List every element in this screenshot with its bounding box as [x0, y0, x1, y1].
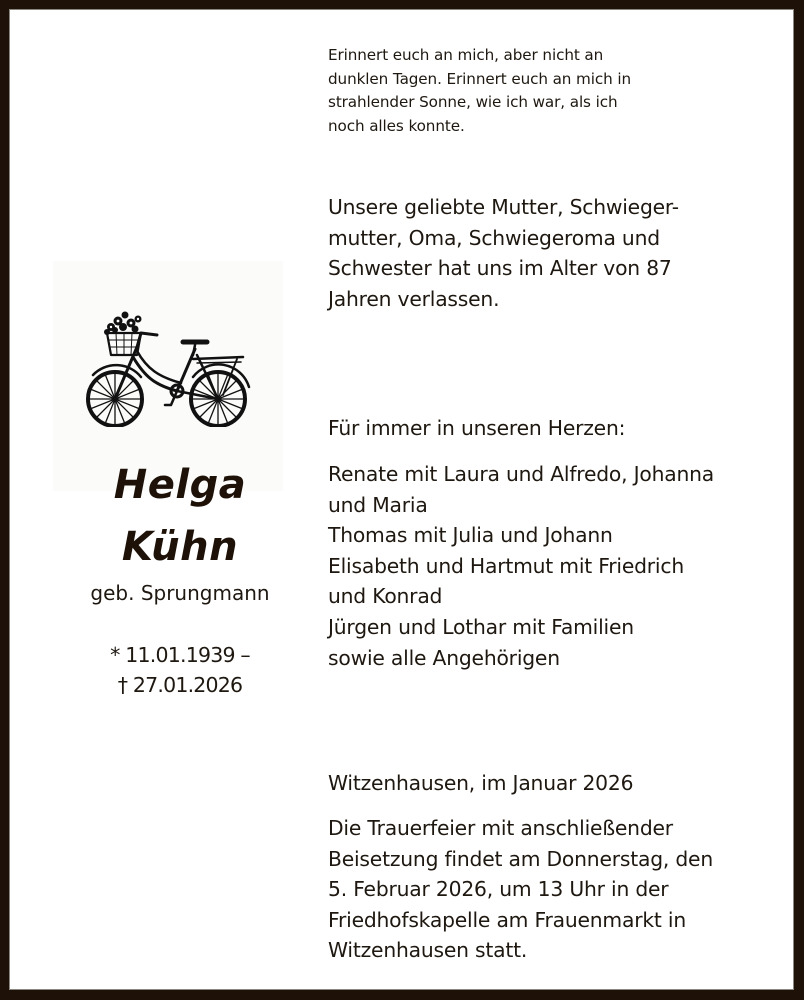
- obituary-page: [9, 9, 794, 990]
- deceased-first-name: Helga: [113, 462, 247, 508]
- intro-text: [328, 192, 768, 314]
- intro-line: mutter, Oma, Schwiegeroma und: [328, 225, 660, 250]
- service-line: Die Trauerfeier mit anschließender: [328, 816, 673, 840]
- service-line: Witzenhausen statt.: [328, 938, 528, 963]
- motto-line: noch alles konnte.: [328, 116, 465, 135]
- maiden-name: geb. Sprungmann: [90, 581, 270, 605]
- mourner-line: Elisabeth und Hartmut mit Friedrich: [328, 553, 684, 578]
- mourner-line: Jürgen und Lothar mit Familien: [328, 614, 634, 639]
- service-line: 5. Februar 2026, um 13 Uhr in der: [328, 877, 669, 902]
- motto-quote: [328, 44, 708, 138]
- birth-date: * 11.01.1939 –: [110, 643, 250, 667]
- motto-line: Erinnert euch an mich, aber nicht an: [328, 46, 604, 64]
- mourner-line: sowie alle Angehörigen: [328, 645, 560, 670]
- service-line: Friedhofskapelle am Frauenmarkt in: [328, 907, 686, 932]
- funeral-service-info: [328, 813, 773, 966]
- deceased-last-name: Kühn: [121, 524, 239, 570]
- intro-line: Schwester hat uns im Alter von 87: [328, 256, 672, 281]
- bicycle-with-flower-basket-icon: [85, 307, 253, 427]
- place-date: Witzenhausen, im Januar 2026: [328, 771, 634, 795]
- mourners-list: [328, 459, 773, 673]
- motto-line: dunklen Tagen. Erinnert euch an mich in: [328, 69, 632, 88]
- bicycle-image: [53, 261, 283, 491]
- life-dates: [50, 640, 310, 700]
- mourner-line: und Konrad: [328, 584, 443, 609]
- service-line: Beisetzung findet am Donnerstag, den: [328, 846, 713, 871]
- mourners-heading: Für immer in unseren Herzen:: [328, 416, 626, 440]
- mourner-line: und Maria: [328, 492, 428, 517]
- motto-line: strahlender Sonne, wie ich war, als ich: [328, 93, 618, 111]
- mourner-line: Renate mit Laura und Alfredo, Johanna: [328, 462, 715, 486]
- death-date: † 27.01.2026: [117, 673, 243, 697]
- intro-line: Unsere geliebte Mutter, Schwieger-: [328, 195, 679, 219]
- mourner-line: Thomas mit Julia und Johann: [328, 523, 613, 548]
- intro-line: Jahren verlassen.: [328, 286, 500, 311]
